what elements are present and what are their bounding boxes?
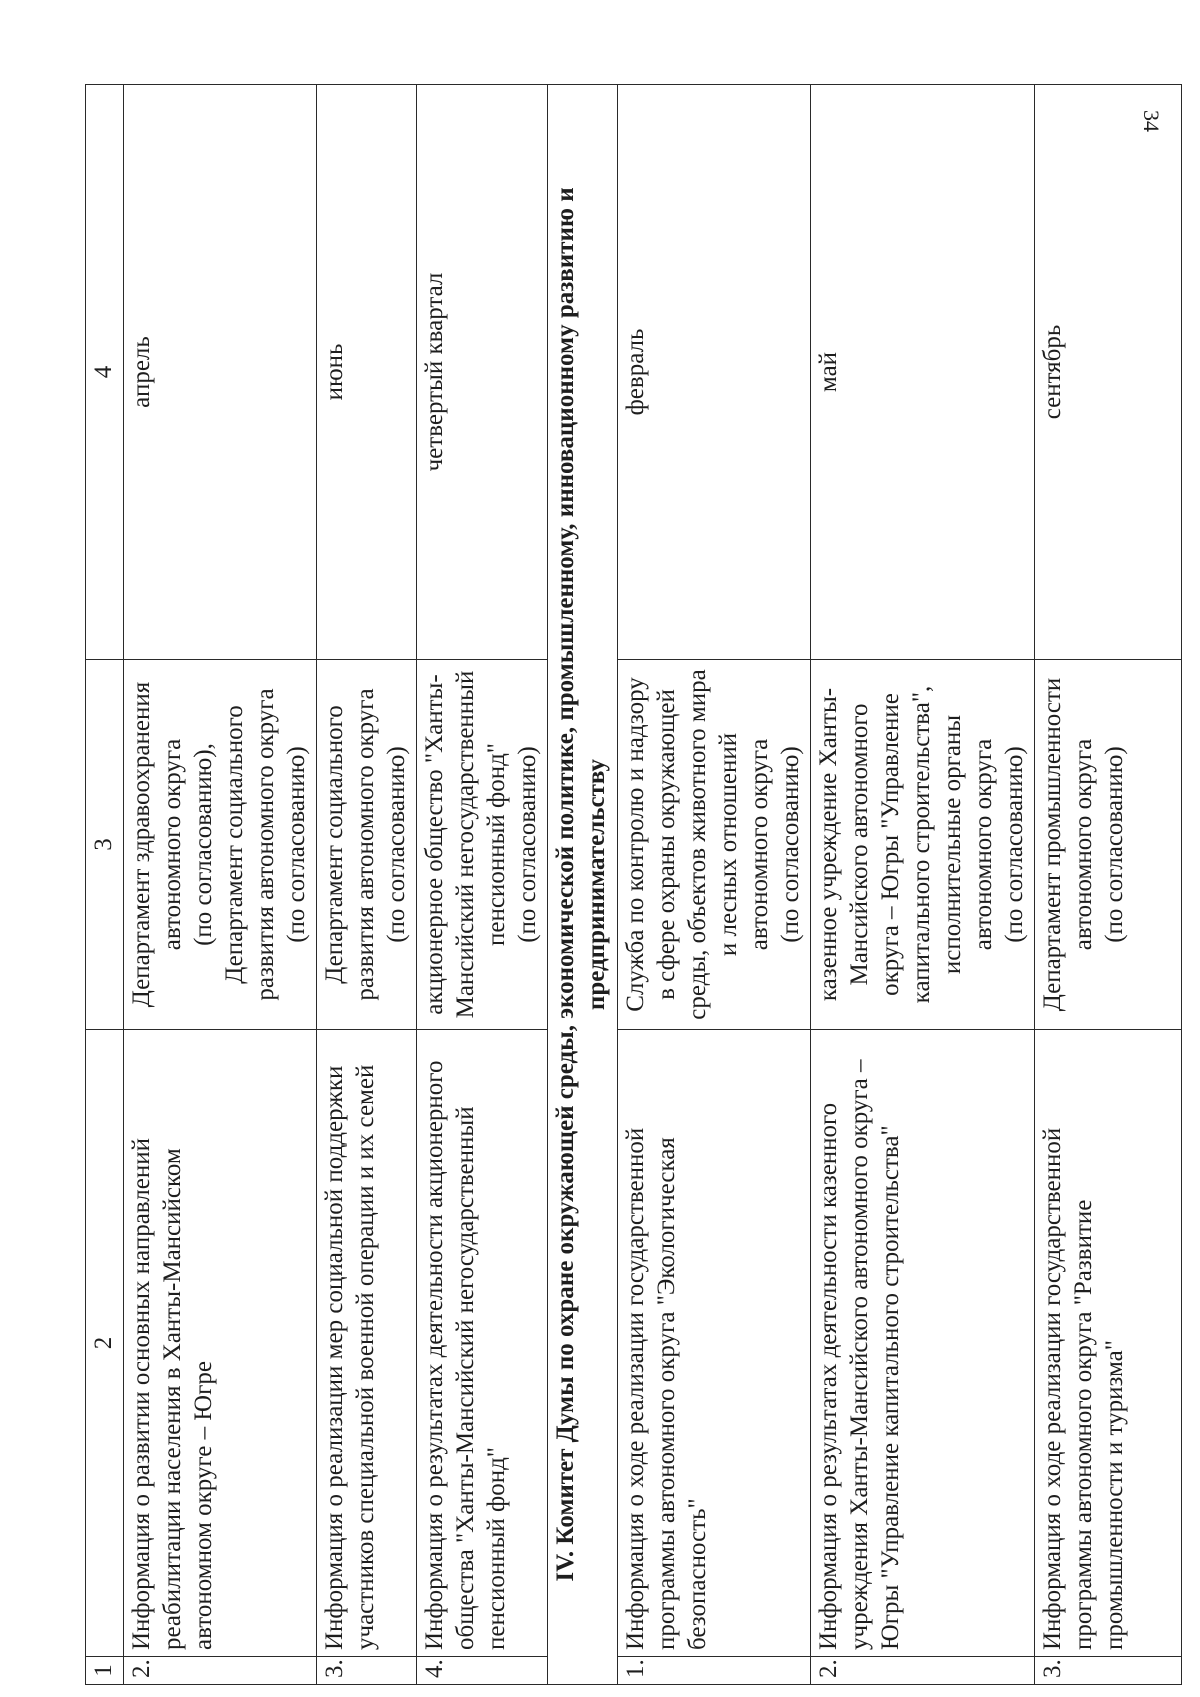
table-row [417, 85, 548, 1685]
table-row [1035, 85, 1182, 1685]
header-col-3: 3 [86, 660, 124, 1030]
term-cell: апрель [124, 85, 317, 660]
responsible-cell: акционерное общество "Ханты- Мансийский негосударственный пенсионный фонд" (по согласованию) [417, 660, 548, 1030]
responsible-cell: Департамент промышленности автономного округа (по согласованию) [1035, 660, 1182, 1030]
row-number: 3. [1035, 1657, 1182, 1685]
section-title: IV. Комитет Думы по охране окружающей среды, экономической политике, промышленному, инновационному развитию и предпринимательству [548, 85, 618, 1685]
term-cell: июнь [317, 85, 417, 660]
table-row [811, 85, 1035, 1685]
info-cell: Информация о результатах деятельности казенного учреждения Ханты-Мансийского автономного округа – Югры "Управление капитального строительства" [811, 1030, 1035, 1657]
section-header-row [548, 85, 618, 1685]
responsible-cell: Служба по контролю и надзору в сфере охраны окружающей среды, объектов животного мира и лесных отношений автономного округа (по согласованию) [618, 660, 811, 1030]
row-number: 1. [618, 1657, 811, 1685]
row-number: 4. [417, 1657, 548, 1685]
page-number: 34 [1139, 110, 1164, 132]
header-col-4: 4 [86, 85, 124, 660]
info-cell: Информация о развитии основных направлений реабилитации населения в Ханты-Мансийском автономном округе – Югре [124, 1030, 317, 1657]
header-row [86, 85, 124, 1685]
responsible-cell: казенное учреждение Ханты- Мансийского автономного округа – Югры "Управление капитального строительства", исполнительные органы автономного округа (по согласованию) [811, 660, 1035, 1030]
table-row [124, 85, 317, 1685]
info-cell: Информация о ходе реализации государственной программы автономного округа "Экологическая безопасность" [618, 1030, 811, 1657]
header-col-1: 1 [86, 1657, 124, 1685]
row-number: 2. [811, 1657, 1035, 1685]
work-plan-table [85, 84, 1182, 1685]
info-cell: Информация о результатах деятельности акционерного общества "Ханты-Мансийский негосударственный пенсионный фонд" [417, 1030, 548, 1657]
table-row [618, 85, 811, 1685]
term-cell: февраль [618, 85, 811, 660]
row-number: 3. [317, 1657, 417, 1685]
info-cell: Информация о ходе реализации государственной программы автономного округа "Развитие промышленности и туризма" [1035, 1030, 1182, 1657]
row-number: 2. [124, 1657, 317, 1685]
rotated-table-container [85, 85, 1128, 1685]
table-row [317, 85, 417, 1685]
term-cell: четвертый квартал [417, 85, 548, 660]
term-cell: сентябрь [1035, 85, 1182, 660]
info-cell: Информация о реализации мер социальной поддержки участников специальной военной операции и их семей [317, 1030, 417, 1657]
header-col-2: 2 [86, 1030, 124, 1657]
responsible-cell: Департамент социального развития автономного округа (по согласованию) [317, 660, 417, 1030]
term-cell: май [811, 85, 1035, 660]
responsible-cell: Департамент здравоохранения автономного округа (по согласованию), Департамент социального развития автономного округа (по согласованию) [124, 660, 317, 1030]
